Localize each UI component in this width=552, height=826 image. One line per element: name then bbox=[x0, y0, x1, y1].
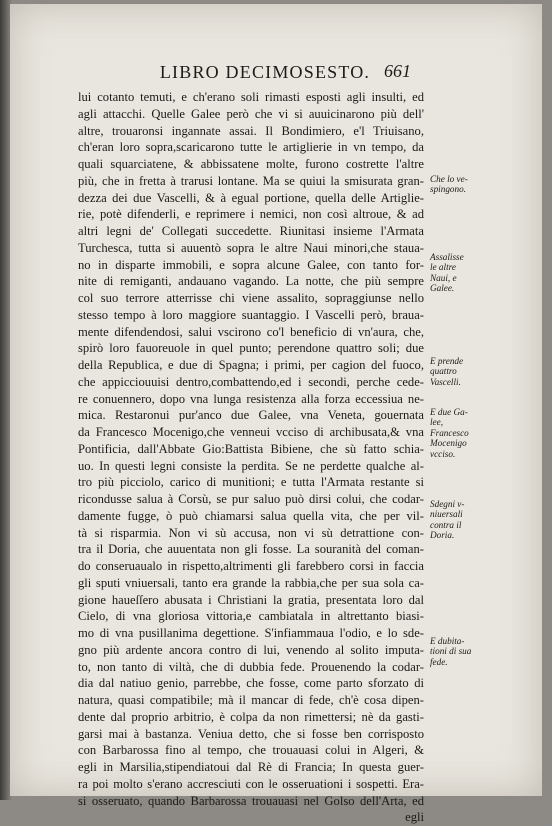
text-line: si osseruato, quando Barbarossa trouauasi nel Golso dell'Arta, ed bbox=[78, 793, 424, 808]
text-line: della Republica, e due di Spagna; i primi, per cagion del fuoco, bbox=[78, 358, 424, 372]
text-line: re conuennero, dopo vna lunga resistenza alla forza eccessiua ne- bbox=[78, 391, 424, 406]
text-line: gione haueſſero abusata i Christiani la gratia, presentata loro dal bbox=[78, 592, 424, 607]
margin-note-line: tioni di sua bbox=[430, 646, 472, 657]
margin-note-1 bbox=[430, 174, 498, 195]
margin-note-line: Doria. bbox=[430, 530, 455, 541]
margin-note-line: le altre bbox=[430, 262, 456, 273]
text-line: ricondusse salua à Corsù, se pur saluo può dirsi colui, che codar- bbox=[78, 492, 424, 506]
margin-note-line: vcciso. bbox=[430, 448, 456, 459]
text-line: gno più ardente ancora contro di lui, venendo al solito imputa- bbox=[78, 642, 424, 657]
margin-note-line: Francesco bbox=[430, 427, 469, 438]
text-line: natura, quasi compatibile; mà il mancar di fede, ch'è cosa dipen- bbox=[78, 693, 424, 707]
text-line: quali squarciatene, & abbissatene molte, furono costrette l'altre bbox=[78, 157, 424, 171]
margin-note-line: Sdegni v- bbox=[430, 499, 465, 509]
text-line: damente fugge, ò può chiamarsi salua quella vita, che per vil- bbox=[78, 508, 424, 523]
text-line: mente difendendosi, salui vscirono co'l beneficio di vn'aura, che, bbox=[78, 324, 424, 339]
main-text-block bbox=[78, 89, 424, 826]
text-line: mo di vna pusillanima degettione. S'infiammaua l'odio, e lo sde- bbox=[78, 626, 424, 640]
text-line: egli in Marsilia,stipendiatoui dal Rè di Francia; In questa guer- bbox=[78, 760, 424, 774]
text-line: Turchesca, tutta si auuentò sopra le altre Naui minori,che staua- bbox=[78, 240, 424, 255]
catchword: egli bbox=[405, 810, 424, 825]
margin-note-3 bbox=[430, 356, 498, 387]
text-line: tra il Doria, che auuentata non gli fosse. La souranità del coman- bbox=[78, 542, 424, 557]
text-line: garsi mai à bastanza. Veniua detto, che si fosse ben corrisposto bbox=[78, 726, 424, 741]
text-line: no in disparte immobili, e sopra alcune Galee, con tanto for- bbox=[78, 257, 424, 272]
text-line: altre, trouaronsi ingannate assai. Il Bondimiero, e'l Triuisano, bbox=[78, 123, 424, 138]
margin-note-line: Vascelli. bbox=[430, 376, 461, 387]
text-line: tro più picciolo, carico di munitioni; e tutta l'Armata restante si bbox=[78, 475, 424, 490]
margin-note-5 bbox=[430, 499, 498, 541]
text-line: dia dal natiuo genio, parrebbe, che fosse, come parto sforzato di bbox=[78, 676, 424, 691]
text-line: che appicciouuisi dentro,combattendo,ed i secondi, perche cede- bbox=[78, 374, 424, 389]
text-line: nite di remiganti, andauano vagando. La notte, che più sempre bbox=[78, 274, 424, 289]
text-line: do conseruaualo in rispetto,altrimenti gli farebbero corsi in faccia bbox=[78, 559, 424, 573]
text-line: rie, potè difenderli, e reprimere i nemici, non così altroue, & ad bbox=[78, 207, 424, 222]
text-line: mica. Restaronui pur'anco due Galee, vna Veneta, gouernata bbox=[78, 408, 424, 423]
text-line: gli sputi vniuersali, tanto era grande la rabbia,che per sua sola ca- bbox=[78, 575, 424, 590]
margin-note-line: E dubita- bbox=[430, 636, 465, 646]
margin-note-line: spingono. bbox=[430, 184, 466, 195]
margin-note-line: Assalisse bbox=[430, 252, 464, 262]
margin-note-line: Naui, e bbox=[430, 272, 457, 283]
text-line: con Barbarossa fino al tempo, che trouauasi colui in Algeri, & bbox=[78, 743, 424, 758]
margin-note-line: fede. bbox=[430, 656, 448, 667]
text-line: spirò loro fauoreuole in quel punto; perendone quattro soli; due bbox=[78, 341, 424, 356]
margin-note-2 bbox=[430, 252, 498, 294]
margin-note-line: quattro bbox=[430, 366, 457, 377]
text-line: to, non tanto di viltà, che di dubbia fede. Prouenendo la codar- bbox=[78, 659, 424, 674]
text-line: lui cotanto temuti, e ch'erano soli rimasti esposti agli insulti, ed bbox=[78, 90, 424, 104]
text-line: ra poi molto s'erano accresciuti con le osseruationi i sospetti. Era- bbox=[78, 776, 424, 791]
text-line: altri legni de' Collegati succedette. Riunitasi insieme l'Armata bbox=[78, 224, 424, 238]
margin-note-line: lee, bbox=[430, 417, 444, 428]
page-number: 661 bbox=[384, 61, 411, 81]
margin-note-line: contra il bbox=[430, 519, 462, 530]
text-line: ch'eran loro sopra,scaricarono tutte le artiglierie in vn tempo, da bbox=[78, 140, 424, 155]
text-line: dezza dei due Vascelli, & à egual portione, quella delle Artiglie- bbox=[78, 190, 424, 205]
margin-note-4 bbox=[430, 407, 498, 459]
text-line: da Francesco Mocenigo,che venneui vcciso di archibusata,& vna bbox=[78, 425, 424, 439]
text-line: tà si risparmia. Non vi sù accusa, non vi sù detrattione con- bbox=[78, 525, 424, 540]
text-line: Pontificia, dall'Abbate Gio:Battista Bibiene, che sù fatto schia- bbox=[78, 441, 424, 456]
text-line: col suo terrore atterrisse chi viene assalito, sopraggiunse nello bbox=[78, 291, 424, 305]
margin-note-line: niuersali bbox=[430, 509, 463, 520]
text-line: agli attacchi. Quelle Galee però che vi si auuicinarono più dell' bbox=[78, 106, 424, 121]
margin-note-line: E due Ga- bbox=[430, 407, 468, 417]
text-line: dente dal proprio arbitrio, è colpa da non rimettersi; nè da gasti- bbox=[78, 709, 424, 724]
margin-note-line: Galee. bbox=[430, 283, 455, 294]
margin-note-6 bbox=[430, 636, 498, 667]
margin-note-line: E prende bbox=[430, 356, 464, 366]
running-header: LIBRO DECIMOSESTO. bbox=[159, 62, 371, 82]
text-line: Cielo, di vna gloriosa vittoria,e cambiatala in altrettanto biasi- bbox=[78, 609, 424, 624]
margin-note-line: Che lo ve- bbox=[430, 174, 468, 184]
text-line: stesso tempo à loro maggiore suantaggio. I Vascelli però, brauа- bbox=[78, 307, 424, 322]
text-line: più, che in fretta à trarusi lontane. Ma se quiui la smisurata gran- bbox=[78, 173, 424, 188]
margin-note-line: Mocenigo bbox=[430, 438, 467, 449]
text-line: uo. In questi legni consiste la perdita. Se ne perdette qualche al- bbox=[78, 458, 424, 473]
